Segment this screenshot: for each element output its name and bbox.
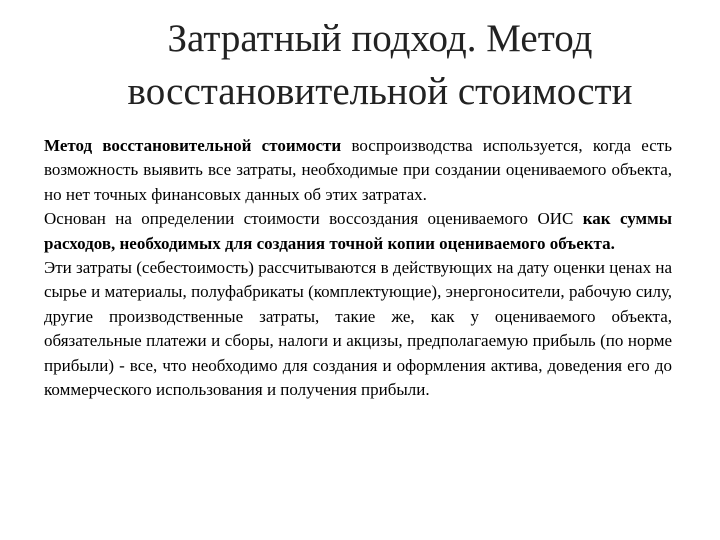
slide-title-line-2: восстановительной стоимости [127, 70, 633, 113]
slide-body [44, 134, 672, 402]
costs-text: Эти затраты (себестоимость) рассчитываются в действующих на дату оценки ценах на сырье и материалы, полуфабрикаты (комплектующие), энергоносители, рабочую силу, другие производственные затраты, такие же, как у оцениваемого объекта, обязательные платежи и сборы, налоги и акцизы, предполагаемую прибыль (по норме прибыли) - все, что необходимо для создания и оформления актива, доведения его до коммерческого использования и получения прибыли. [44, 258, 672, 400]
slide-title [60, 12, 700, 118]
method-definition-text: воспроизводства используется, когда есть возможность выявить все затраты, необходимые при создании оцениваемого объекта, но нет точных финансовых данных об этих затратах. [44, 136, 672, 204]
method-term: Метод восстановительной стоимости [44, 136, 342, 155]
paragraph-basis [44, 207, 672, 256]
slide-title-line-1: Затратный подход. Метод [167, 17, 593, 60]
paragraph-method-definition [44, 134, 672, 207]
basis-text: Основан на определении стоимости воссоздания оцениваемого ОИС [44, 209, 583, 229]
basis-emphasis: как суммы расходов, необходимых для создания точной копии оцениваемого объекта. [44, 209, 672, 253]
paragraph-costs [44, 256, 672, 402]
